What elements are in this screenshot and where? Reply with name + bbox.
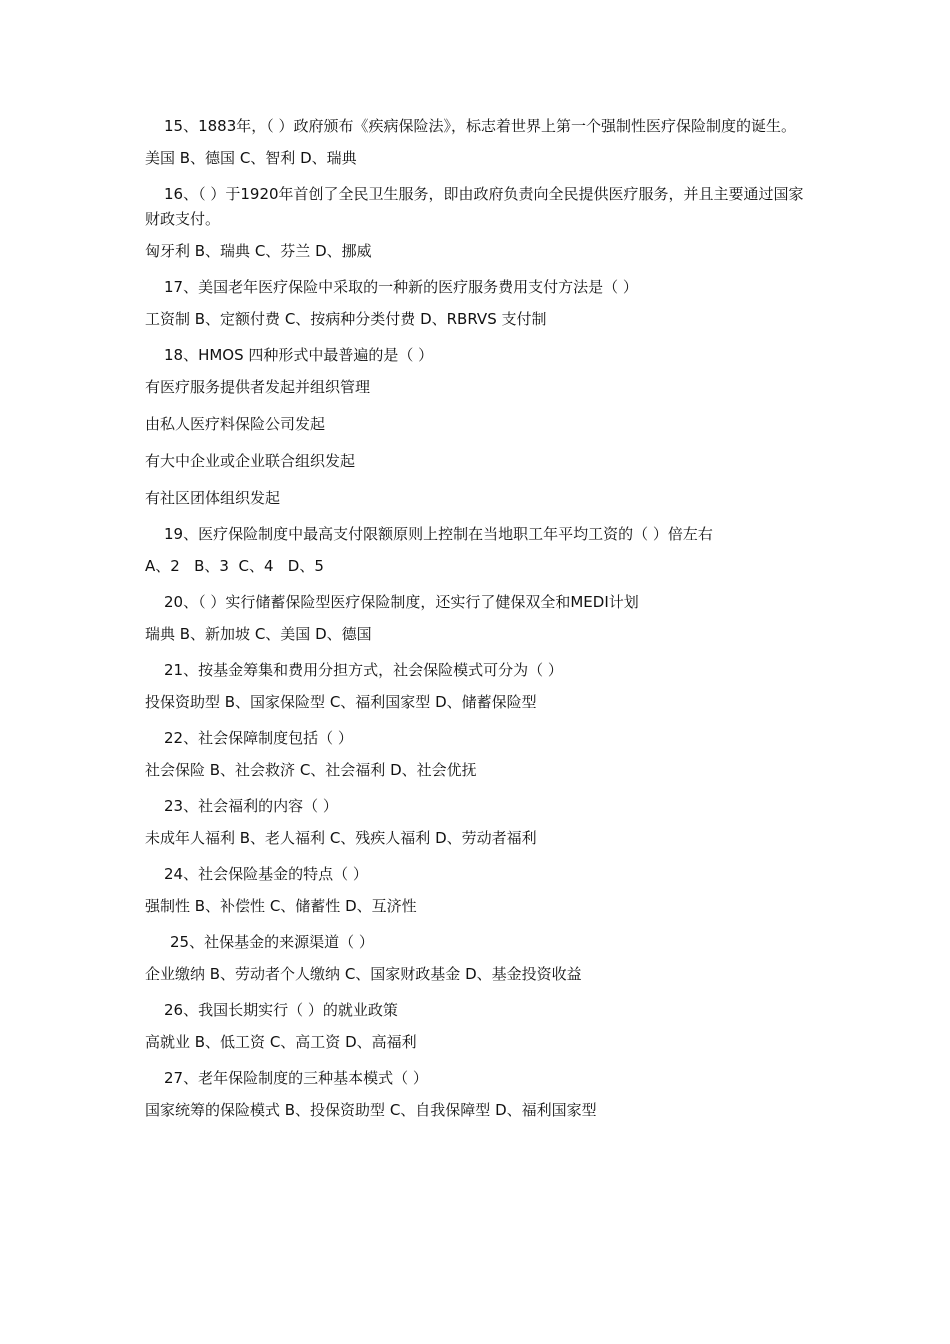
options-25: 企业缴纳 B、劳动者个人缴纳 C、国家财政基金 D、基金投资收益 — [145, 965, 582, 983]
options-26: 高就业 B、低工资 C、高工资 D、高福利 — [145, 1033, 417, 1051]
question-27: 27、老年保险制度的三种基本模式（ ） — [164, 1069, 428, 1087]
options-21: 投保资助型 B、国家保险型 C、福利国家型 D、储蓄保险型 — [145, 693, 537, 711]
option-18-b: 由私人医疗料保险公司发起 — [145, 415, 326, 433]
question-24: 24、社会保险基金的特点（ ） — [164, 865, 368, 883]
option-18-d: 有社区团体组织发起 — [145, 489, 281, 507]
question-21: 21、按基金筹集和费用分担方式，社会保险模式可分为（ ） — [164, 661, 563, 679]
options-24: 强制性 B、补偿性 C、储蓄性 D、互济性 — [145, 897, 417, 915]
options-19: A、2 B、3 C、4 D、5 — [145, 557, 324, 575]
options-27: 国家统筹的保险模式 B、投保资助型 C、自我保障型 D、福利国家型 — [145, 1101, 597, 1119]
options-22: 社会保险 B、社会救济 C、社会福利 D、社会优抚 — [145, 761, 477, 779]
question-16: 16、（ ）于1920年首创了全民卫生服务，即由政府负责向全民提供医疗服务，并且主要通过国家财政支付。 — [145, 185, 804, 228]
question-26: 26、我国长期实行（ ）的就业政策 — [164, 1001, 398, 1019]
options-15: 美国 B、德国 C、智利 D、瑞典 — [145, 149, 357, 167]
options-20: 瑞典 B、新加坡 C、美国 D、德国 — [145, 625, 372, 643]
options-17: 工资制 B、定额付费 C、按病种分类付费 D、RBRVS 支付制 — [145, 310, 547, 328]
option-18-c: 有大中企业或企业联合组织发起 — [145, 452, 356, 470]
option-18-a: 有医疗服务提供者发起并组织管理 — [145, 378, 371, 396]
options-23: 未成年人福利 B、老人福利 C、残疾人福利 D、劳动者福利 — [145, 829, 537, 847]
question-20: 20、（ ）实行储蓄保险型医疗保险制度，还实行了健保双全和MEDI计划 — [164, 593, 639, 611]
question-17: 17、美国老年医疗保险中采取的一种新的医疗服务费用支付方法是（ ） — [164, 278, 638, 296]
question-19: 19、医疗保险制度中最高支付限额原则上控制在当地职工年平均工资的（ ）倍左右 — [164, 525, 713, 543]
options-16: 匈牙利 B、瑞典 C、芬兰 D、挪威 — [145, 242, 372, 260]
question-list — [145, 114, 810, 1134]
question-15: 15、1883年，（ ）政府颁布《疾病保险法》，标志着世界上第一个强制性医疗保险制度的诞生。 — [164, 117, 797, 135]
question-18: 18、HMOS 四种形式中最普遍的是（ ） — [164, 346, 434, 364]
question-22: 22、社会保障制度包括（ ） — [164, 729, 353, 747]
question-23: 23、社会福利的内容（ ） — [164, 797, 338, 815]
question-25: 25、社保基金的来源渠道（ ） — [170, 933, 374, 951]
